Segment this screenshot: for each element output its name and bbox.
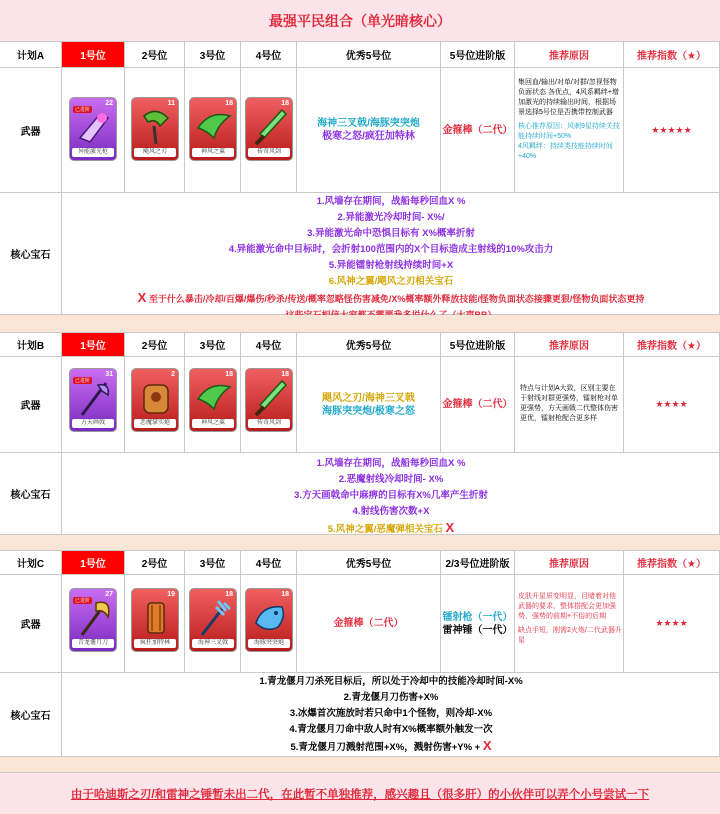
header-advanced: 2/3号位进阶版 <box>441 551 515 575</box>
plan-b-name: 计划B <box>0 333 62 357</box>
card-level: 11 <box>167 100 175 107</box>
gem-line-3: 3.冰爆首次施放时若只命中1个怪物，则冷却-X% <box>289 708 493 719</box>
header-slot3: 3号位 <box>185 42 241 68</box>
slot5-line-1: 海神三叉戟/海豚突突炮 <box>317 118 420 129</box>
section-divider <box>0 535 720 551</box>
gem-x: X <box>482 738 492 753</box>
gem-line-2: 2.异能激光冷却时间- X%/ <box>337 212 445 223</box>
header-advanced: 5号位进阶版 <box>441 333 515 357</box>
card-name: 海豚突突炮 <box>248 639 290 648</box>
gem-note: 至于什么暴击/冷却/百爆/爆伤/秒杀/传送/概率忽略怪伤害减免/X%概率额外释放技能/怪物负面状态接骤更狠/怪物负面状态更持 <box>148 294 645 304</box>
glaive-icon <box>76 599 112 639</box>
slot5-line-1: 飓风之刃/海神三叉戟 <box>322 392 415 404</box>
gem-line-3: 3.方天画戟命中麻痹的目标有X%几率产生折射 <box>294 490 488 501</box>
gem-line-6: 6.风神之翼/飓风之刃相关宝石 <box>328 276 454 287</box>
advanced-line-2: 雷神锤（一代） <box>442 624 513 636</box>
reason-line-1: 集回血/输出/对单/对群/忽视怪物负面状态 各优点，4风系羁绊+增加激光的持续输出时间，根据场景选择5号位是否携带控制武器 <box>518 79 619 116</box>
header-slot3: 3号位 <box>185 551 241 575</box>
gem-line-5: 5.青龙偃月刀溅射范围+X%，溅射伤害+Y% + <box>290 742 481 753</box>
slot5-line-2: 极寒之怒/疯狂加特林 <box>322 131 415 142</box>
weapon-label: 武器 <box>0 357 62 453</box>
card-level: 18 <box>225 100 233 107</box>
advanced-cell <box>441 575 515 673</box>
page-title: 最强平民组合（单光暗核心） <box>0 0 720 42</box>
gem-label: 核心宝石 <box>0 193 62 315</box>
header-reason: 推荐原因 <box>515 551 624 575</box>
header-slot4: 4号位 <box>241 551 297 575</box>
weapon-card-trident[interactable] <box>189 588 237 652</box>
card-name: 传奇风剑 <box>248 148 290 157</box>
footer-note: 由于哈迪斯之刃/和雷神之锤暂未出二代，在此暂不单独推荐，感兴趣且（很多肝）的小伙伴可以弄个小号尝试一下 <box>0 773 720 814</box>
section-divider <box>0 315 720 333</box>
gem-line-4: 4.异能激光命中目标时，会折射100范围内的X个目标造成主射线的10%攻击力 <box>228 244 554 255</box>
card-name: 神风之翼 <box>192 419 234 428</box>
halberd-icon <box>76 379 112 419</box>
rating-stars: ★★★★ <box>624 357 720 453</box>
weapon-card-gatling[interactable] <box>131 588 179 652</box>
gem-line-1: 1.风墙存在期间，战船每秒回血X % <box>316 458 466 469</box>
card-level: 18 <box>225 371 233 378</box>
weapon-card-halberd[interactable] <box>69 368 117 432</box>
weapon-card-wind-wing[interactable] <box>189 368 237 432</box>
header-slot1: 1号位 <box>62 42 125 68</box>
advanced-weapon: 金箍棒（二代） <box>441 68 515 193</box>
header-slot2: 2号位 <box>125 551 185 575</box>
header-slot2: 2号位 <box>125 42 185 68</box>
weapon-card-wind-wing[interactable] <box>189 97 237 161</box>
header-slot5: 优秀5号位 <box>297 333 441 357</box>
legend-sword-icon <box>252 108 288 148</box>
reason-line-3: 4风羁绊：持续类技能持续时间+40% <box>518 143 613 160</box>
gem-line-1: 1.风墙存在期间，战船每秒回血X % <box>316 196 466 207</box>
card-tag: 已进阶 <box>75 107 91 113</box>
weapon-card-laser[interactable] <box>69 97 117 161</box>
weapon-card-legend-sword[interactable] <box>245 97 293 161</box>
reason-line-1: 皮肤升星质变明显，目睹着对他武器的要求，整体搭配会更加强势，强势的前期+不俗的后期 <box>518 593 616 620</box>
header-slot5: 优秀5号位 <box>297 42 441 68</box>
gem-line-4: 4.射线伤害次数+X <box>352 506 430 517</box>
storm-blade-icon <box>138 108 174 148</box>
card-level: 18 <box>281 371 289 378</box>
header-slot1: 1号位 <box>62 333 125 357</box>
card-level: 19 <box>167 591 175 598</box>
card-name: 异能激光枪 <box>72 148 114 157</box>
weapon-card-legend-sword[interactable] <box>245 368 293 432</box>
trident-icon <box>196 599 232 639</box>
header-reason: 推荐原因 <box>515 333 624 357</box>
card-level: 18 <box>281 100 289 107</box>
weapon-label: 武器 <box>0 68 62 193</box>
slot5-line-1: 金箍棒（二代） <box>297 575 441 673</box>
weapon-card-dolphin-cannon[interactable] <box>245 588 293 652</box>
weapon-card-glaive[interactable] <box>69 588 117 652</box>
card-level: 22 <box>105 100 113 107</box>
card-name: 海神三叉戟 <box>192 639 234 648</box>
rating-stars: ★★★★ <box>624 575 720 673</box>
header-reason: 推荐原因 <box>515 42 624 68</box>
reason-line-2: 核心推荐原因：风刺9星持续关技能持续时间+50% <box>518 123 620 140</box>
card-level: 31 <box>105 371 113 378</box>
reason-line-1: 特点与计划A大致，区别主要在于射线对群更强势，镭射枪对单更强势，方天画戟二代整体伤害更优，镭射枪配合更多样 <box>520 385 618 422</box>
section-divider <box>0 757 720 773</box>
header-slot3: 3号位 <box>185 333 241 357</box>
plan-a-name: 计划A <box>0 42 62 68</box>
header-slot4: 4号位 <box>241 42 297 68</box>
card-name: 飓风之刃 <box>134 148 176 157</box>
header-slot5: 优秀5号位 <box>297 551 441 575</box>
gem-line-4: 4.青龙偃月刀命中敌人时有X%概率额外触发一次 <box>289 724 493 735</box>
card-level: 2 <box>171 371 175 378</box>
weapon-label: 武器 <box>0 575 62 673</box>
slot5-cell <box>297 357 441 453</box>
card-level: 18 <box>225 591 233 598</box>
header-slot1: 1号位 <box>62 551 125 575</box>
plan-c-name: 计划C <box>0 551 62 575</box>
header-rating: 推荐指数（★） <box>624 333 720 357</box>
advanced-weapon: 金箍棒（二代） <box>441 357 515 453</box>
card-name: 疯狂加特林 <box>134 639 176 648</box>
gem-line-2: 2.恶魔射线冷却时间- X% <box>338 474 444 485</box>
gem-line-3: 3.异能激光命中恐惧目标有 X%概率折射 <box>307 228 475 239</box>
card-name: 青龙偃月刀 <box>72 639 114 648</box>
card-tag: 已进阶 <box>75 598 91 604</box>
gem-line-5: 5.异能镭射枪射线持续时间+X <box>328 260 454 271</box>
header-slot2: 2号位 <box>125 333 185 357</box>
card-name: 恶魔掌实炮 <box>134 419 176 428</box>
header-advanced: 5号位进阶版 <box>441 42 515 68</box>
wind-wing-icon <box>196 379 232 419</box>
weapon-card-demon-cannon[interactable] <box>131 368 179 432</box>
card-name: 神风之翼 <box>192 148 234 157</box>
gem-line-1: 1.青龙偃月刀杀死目标后，所以处于冷却中的技能冷却时间-X% <box>259 676 523 687</box>
rating-stars: ★★★★★ <box>624 68 720 193</box>
legend-sword-icon <box>252 379 288 419</box>
slot5-line-2: 海豚突突炮/极寒之怒 <box>322 405 415 417</box>
gem-label: 核心宝石 <box>0 673 62 757</box>
weapon-card-storm-blade[interactable] <box>131 97 179 161</box>
gem-x: X <box>445 520 455 535</box>
gem-note-x: X <box>137 290 147 305</box>
card-tag: 已进阶 <box>75 378 91 384</box>
header-slot4: 4号位 <box>241 333 297 357</box>
header-rating: 推荐指数（★） <box>624 551 720 575</box>
reason-line-2: 缺点手短，刚需2火炮/二代武器升星 <box>518 627 622 644</box>
card-name: 传奇风剑 <box>248 419 290 428</box>
wind-wing-icon <box>196 108 232 148</box>
card-level: 27 <box>105 591 113 598</box>
slot5-cell <box>297 68 441 193</box>
header-rating: 推荐指数（★） <box>624 42 720 68</box>
dolphin-cannon-icon <box>252 599 288 639</box>
gem-line-5: 5.风神之翼/恶魔弹相关宝石 <box>327 524 443 535</box>
gem-line-2: 2.青龙偃月刀伤害+X% <box>343 692 439 703</box>
gatling-icon <box>138 599 174 639</box>
demon-cannon-icon <box>138 379 174 419</box>
card-level: 18 <box>281 591 289 598</box>
laser-gun-icon <box>76 108 112 148</box>
gem-label: 核心宝石 <box>0 453 62 535</box>
card-name: 方天画戟 <box>72 419 114 428</box>
advanced-line-1: 镭射枪（一代） <box>442 611 513 623</box>
